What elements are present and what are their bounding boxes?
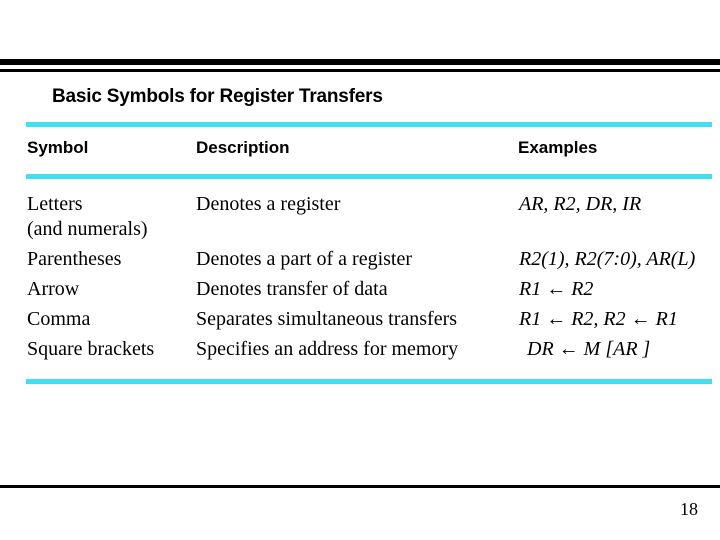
row-arrow-examples: R1 ← R2 xyxy=(519,278,594,300)
table-header-rule xyxy=(26,174,712,179)
row-parentheses-examples: R2(1), R2(7:0), AR(L) xyxy=(519,248,696,270)
table-bottom-rule xyxy=(26,379,712,384)
row-letters-examples: AR, R2, DR, IR xyxy=(519,193,642,215)
top-thick-rule xyxy=(0,59,720,65)
table-top-rule xyxy=(26,122,712,127)
row-arrow-description: Denotes transfer of data xyxy=(196,278,388,300)
row-square-brackets-examples: DR ← M [AR ] xyxy=(527,338,651,360)
table-title: Basic Symbols for Register Transfers xyxy=(52,86,383,107)
row-letters-symbol-sub: (and numerals) xyxy=(27,218,148,240)
header-description: Description xyxy=(196,138,290,157)
header-examples: Examples xyxy=(518,138,598,157)
row-square-brackets-description: Specifies an address for memory xyxy=(196,338,459,360)
footer-rule xyxy=(0,485,720,488)
row-parentheses-symbol: Parentheses xyxy=(27,248,122,270)
row-letters-description: Denotes a register xyxy=(196,193,341,215)
row-arrow-symbol: Arrow xyxy=(27,278,80,300)
top-thin-rule xyxy=(0,69,720,72)
header-symbol: Symbol xyxy=(27,138,89,157)
row-comma-description: Separates simultaneous transfers xyxy=(196,308,458,330)
row-comma-symbol: Comma xyxy=(27,308,91,330)
row-square-brackets-symbol: Square brackets xyxy=(27,338,155,360)
row-comma-examples: R1 ← R2, R2 ← R1 xyxy=(519,308,678,330)
page-number: 18 xyxy=(680,499,698,519)
row-parentheses-description: Denotes a part of a register xyxy=(196,248,413,270)
row-letters-symbol: Letters xyxy=(27,193,83,215)
